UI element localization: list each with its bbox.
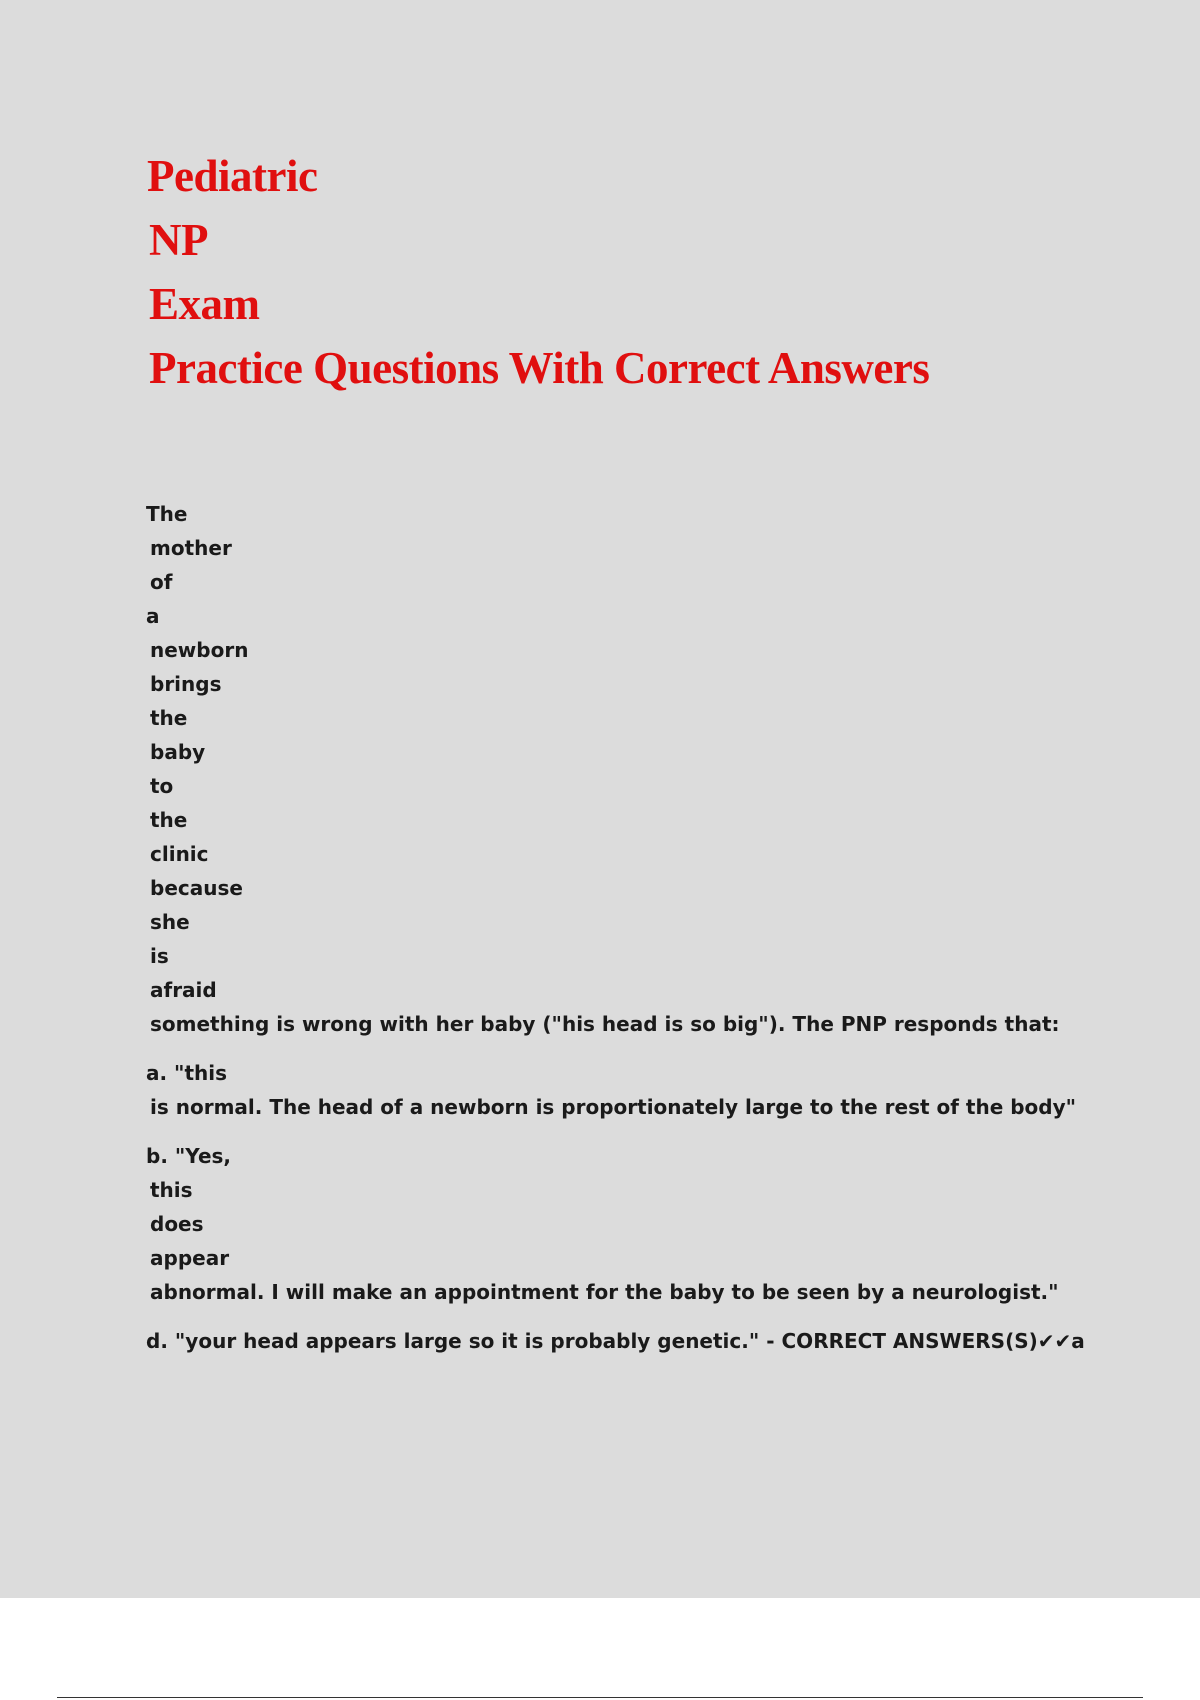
question-word: the	[150, 808, 188, 832]
option-a-first: a. "this	[146, 1061, 228, 1085]
question-block	[146, 497, 1085, 1358]
question-word: afraid	[150, 978, 217, 1002]
option-b-word: this	[150, 1178, 193, 1202]
question-word: mother	[150, 536, 232, 560]
question-word: of	[150, 570, 173, 594]
question-word: baby	[150, 740, 206, 764]
question-word: she	[150, 910, 190, 934]
option-b-word: does	[150, 1212, 204, 1236]
question-stem-end: something is wrong with her baby ("his head is so big"). The PNP responds that:	[150, 1012, 1060, 1036]
question-word: newborn	[150, 638, 249, 662]
title-line-4: Practice Questions With Correct Answers	[149, 343, 930, 393]
question-word: a	[146, 604, 160, 628]
option-a-text: is normal. The head of a newborn is proportionately large to the rest of the body"	[150, 1095, 1077, 1119]
question-word: because	[150, 876, 243, 900]
option-b-word: b. "Yes,	[146, 1144, 232, 1168]
question-word: The	[146, 502, 188, 526]
question-word: clinic	[150, 842, 209, 866]
option-b-text: abnormal. I will make an appointment for the baby to be seen by a neurologist."	[150, 1280, 1059, 1304]
question-word: to	[150, 774, 174, 798]
question-word: the	[150, 706, 188, 730]
title-line-3: Exam	[149, 279, 260, 329]
option-d-answer: d. "your head appears large so it is probably genetic." - CORRECT ANSWERS(S)✔✔a	[146, 1329, 1085, 1353]
footer-divider	[57, 1697, 1143, 1698]
title-line-1: Pediatric	[147, 151, 318, 201]
title-line-2: NP	[149, 215, 208, 265]
question-word: brings	[150, 672, 222, 696]
option-b-word: appear	[150, 1246, 230, 1270]
document-title	[147, 144, 929, 400]
question-word: is	[150, 944, 169, 968]
